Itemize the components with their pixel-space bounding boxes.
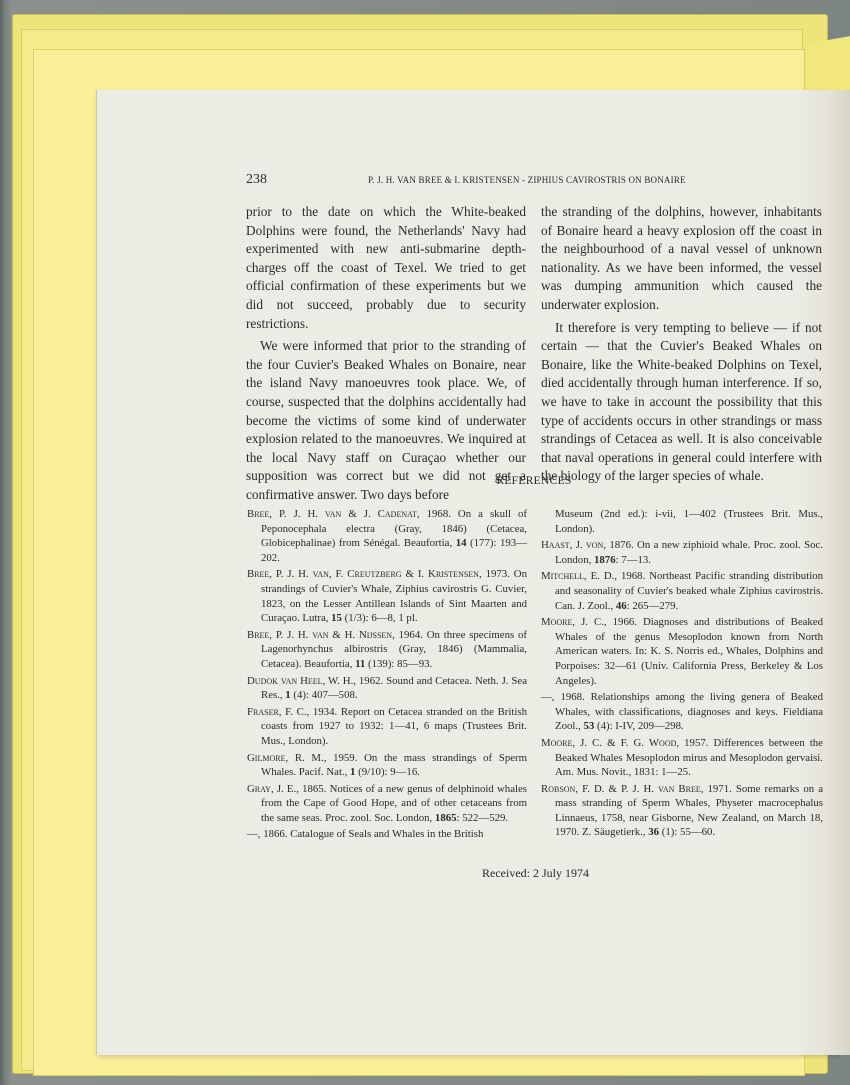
- reference-volume: 15: [331, 612, 342, 625]
- running-title: P. J. H. VAN BREE & I. KRISTENSEN - ZIPHIUS CAVIROSTRIS ON BONAIRE: [368, 175, 686, 185]
- reference-pages: (1): 55—60.: [659, 826, 716, 839]
- body-column-right: [541, 203, 822, 486]
- paragraph: the stranding of the dolphins, however, inhabitants of Bonaire heard a heavy explosion off the coast in the neighbourhood of a naval vessel of unknown nationality. As we have been informed, the vessel was dumping ammunition which caused the underwater explosion.: [541, 204, 822, 312]
- reference-text: Museum (2nd ed.): i-vii, 1—402 (Trustees Brit. Mus., London).: [555, 508, 823, 535]
- reference-volume: 36: [648, 826, 660, 839]
- reference-author: Gilmore, R. M.,: [247, 751, 327, 764]
- reference-author: Fraser, F. C.,: [247, 705, 310, 718]
- reference-pages: (139): 85—93.: [365, 657, 433, 670]
- reference-pages: (4): 407—508.: [290, 689, 358, 702]
- running-header: [246, 172, 822, 190]
- reference-entry: [541, 507, 823, 536]
- reference-author: Mitchell, E. D.,: [541, 570, 618, 583]
- reference-entry: [247, 782, 527, 826]
- reference-pages: (1/3): 6—8, 1 pl.: [341, 612, 418, 625]
- reference-pages: : 265—279.: [626, 599, 679, 612]
- reference-text: 1973. On strandings of Cuvier's Whale, Ziphius cavirostris G. Cuvier, 1823, on the Lesser Antillean Islands of Sint Maarten and Curaçao. Lutra,: [261, 568, 527, 625]
- reference-entry: [247, 751, 527, 780]
- reference-entry: [247, 628, 527, 672]
- reference-text: 1971. Some remarks on a mass stranding of Sperm Whales, Physeter macrocephalus Linnaeus, 1758, near Gisborne, New Zealand, on March 18, 1970. Z. Säugetierk.,: [555, 782, 824, 839]
- reference-volume: 1876: [594, 553, 616, 566]
- reference-text: 1966. Diagnoses and distributions of Beaked Whales of the genus Mesoplodon known from North American waters. In: K. S. Norris ed., Whales, Dolphins and Porpoises: 32—61 (Univ. California Press, Berkeley & Los Angeles).: [555, 616, 823, 687]
- paragraph: prior to the date on which the White-beaked Dolphins were found, the Netherlands' Navy had experimented with new anti-submarine depth-charges off the coast of Texel. We tried to get official confirmation of these experiments but we did not succeed, probably due to security restrictions.: [246, 204, 526, 331]
- reference-volume: 46: [615, 599, 627, 612]
- reference-text: 1968. Relationships among the living genera of Beaked Whales, with classifications, diagnoses and keys. Fieldiana Zool.,: [554, 691, 823, 733]
- reference-text: 1964. On three specimens of Lagenorhynchus albirostris (Gray, 1846) (Mammalia, Cetacea). Beaufortia,: [261, 628, 528, 670]
- reference-author: Bree, P. J. H. van, F. Creutzberg & I. Kristensen,: [247, 568, 482, 581]
- reference-pages: (4): I-IV, 209—298.: [594, 720, 684, 733]
- reference-entry: [541, 782, 823, 840]
- page-number: 238: [246, 172, 267, 187]
- reference-author: Moore, J. C. & F. G. Wood,: [541, 736, 680, 749]
- reference-entry: [247, 567, 527, 625]
- body-column-left: [246, 203, 526, 505]
- reference-volume: 1: [285, 689, 291, 702]
- reference-text: 1962. Sound and Cetacea. Neth. J. Sea Res.,: [261, 674, 527, 702]
- reference-pages: : 7—13.: [615, 553, 651, 566]
- reference-author: Haast, J. von,: [541, 539, 607, 552]
- reference-author: —,: [247, 828, 261, 841]
- reference-volume: 1: [350, 766, 356, 779]
- reference-entry: [247, 674, 527, 703]
- reference-entry: [247, 507, 527, 565]
- reference-entry: [541, 569, 823, 613]
- reference-text: 1866. Catalogue of Seals and Whales in the British: [260, 828, 484, 841]
- reference-text: 1959. On the mass strandings of Sperm Whales. Pacif. Nat.,: [261, 751, 527, 779]
- reference-author: Bree, P. J. H. van & H. Nijssen,: [247, 628, 395, 641]
- reference-pages: (177): 193—202.: [261, 537, 527, 564]
- reference-author: Gray, J. E.,: [247, 782, 299, 795]
- received-date: Received: 2 July 1974: [482, 866, 589, 880]
- reference-volume: 14: [455, 537, 467, 550]
- reference-entry: [541, 615, 823, 688]
- paragraph: We were informed that prior to the stranding of the four Cuvier's Beaked Whales on Bonaire, near the island Navy manoeuvres took place. We, of course, suspected that the dolphins accidentally had become the victims of some kind of underwater explosion related to the manoeuvres. We inquired at the local Navy staff on Curaçao whether our supposition was correct but we did not get a confirmative answer. Two days before: [246, 338, 526, 502]
- reference-text: 1968. Northeast Pacific stranding distribution and seasonality of Cuvier's beaked whale Ziphius cavirostris. Can. J. Zool.,: [555, 570, 824, 612]
- reference-pages: : 522—529.: [456, 811, 509, 824]
- references-heading: REFERENCES: [496, 475, 572, 487]
- reference-author: Robson, F. D. & P. J. H. van Bree,: [541, 782, 704, 795]
- reference-author: Dudok van Heel, W. H.,: [247, 674, 356, 687]
- reference-entry: [541, 538, 823, 567]
- reference-entry: [247, 705, 527, 749]
- references-column-left: [247, 507, 527, 844]
- reference-text: 1876. On a new ziphioid whale. Proc. zool. Soc. London,: [555, 539, 823, 566]
- reference-author: Moore, J. C.,: [541, 616, 607, 629]
- reference-text: 1968. On a skull of Peponocephala electra (Gray, 1846) (Cetacea, Globicephalinae) from Sénégal. Beaufortia,: [261, 508, 527, 550]
- reference-entry: [541, 736, 823, 780]
- reference-text: 1865. Notices of a new genus of delphinoid whales from the Cape of Good Hope, and of other cetaceans from the same seas. Proc. zool. Soc. London,: [261, 782, 527, 824]
- reference-volume: 1865: [434, 811, 457, 824]
- references-column-right: [541, 507, 823, 842]
- reference-entry: [541, 690, 823, 734]
- reference-author: —,: [541, 691, 555, 704]
- reference-text: 1934. Report on Cetacea stranded on the British coasts from 1927 to 1932: 1—41, 6 maps (Trustees Brit. Mus., London).: [261, 705, 528, 747]
- paragraph: It therefore is very tempting to believe — if not certain — that the Cuvier's Beaked Whales on Bonaire, like the White-beaked Dolphins on Texel, died accidentally through human interference. If so, we have to take in account the possibility that this type of accidents occurs in other strandings or mass strandings of Cetacea as well. It is also conceivable that naval operations in general could interfere with the biology of the larger species of whale.: [541, 319, 822, 484]
- reference-text: 1957. Differences between the Beaked Whales Mesoplodon mirus and Mesoplodon gervaisi. Am. Mus. Novit., 1831: 1—25.: [555, 736, 823, 779]
- reference-entry: [247, 827, 527, 842]
- reference-volume: 11: [355, 657, 366, 670]
- reference-pages: (9/10): 9—16.: [355, 766, 420, 779]
- reference-volume: 53: [583, 720, 595, 733]
- reference-author: Bree, P. J. H. van & J. Cadenat,: [247, 508, 420, 520]
